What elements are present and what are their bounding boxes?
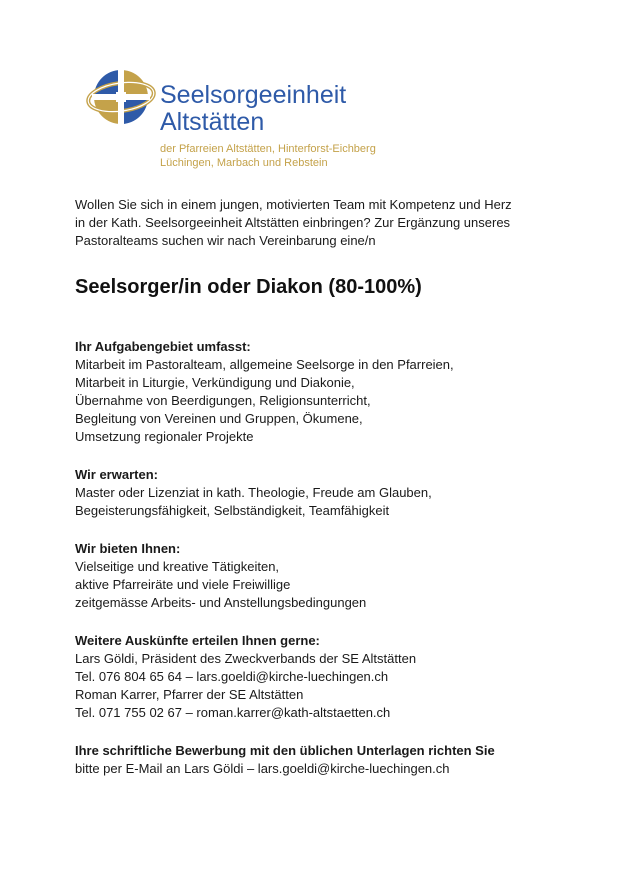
section-line: Übernahme von Beerdigungen, Religionsunterricht, xyxy=(75,393,371,408)
section-line: Begleitung von Vereinen und Gruppen, Ökumene, xyxy=(75,411,363,426)
logo-subtitle-line2: Lüchingen, Marbach und Rebstein xyxy=(160,157,328,169)
section-line: Master oder Lizenziat in kath. Theologie, Freude am Glauben, xyxy=(75,485,432,500)
logo-title-line2: Altstätten xyxy=(160,108,265,136)
organization-logo xyxy=(86,56,406,176)
section-heading: Wir bieten Ihnen: xyxy=(75,541,181,556)
contact-phone-email: Tel. 071 755 02 67 – roman.karrer@kath-altstaetten.ch xyxy=(75,705,391,720)
globe-logo-icon xyxy=(86,64,156,130)
logo-subtitle-line1: der Pfarreien Altstätten, Hinterforst-Eichberg xyxy=(160,143,376,155)
contact-phone-email: Tel. 076 804 65 64 – lars.goeldi@kirche-luechingen.ch xyxy=(75,669,389,684)
logo-subtitle xyxy=(160,142,376,170)
job-title: Seelsorger/in oder Diakon (80-100%) xyxy=(75,276,422,298)
section-line: Mitarbeit im Pastoralteam, allgemeine Seelsorge in den Pfarreien, xyxy=(75,357,454,372)
intro-line: Pastoralteams suchen wir nach Vereinbarung eine/n xyxy=(75,233,376,248)
intro-line: in der Kath. Seelsorgeeinheit Altstätten einbringen? Zur Ergänzung unseres xyxy=(75,215,511,230)
section-heading: Ihr Aufgabengebiet umfasst: xyxy=(75,339,251,354)
logo-title-line1: Seelsorgeeinheit xyxy=(160,81,347,109)
section-line: Umsetzung regionaler Projekte xyxy=(75,429,254,444)
section-line: aktive Pfarreiräte und viele Freiwillige xyxy=(75,577,291,592)
section-offer xyxy=(75,540,555,612)
application-line: bitte per E-Mail an Lars Göldi – lars.goeldi@kirche-luechingen.ch xyxy=(75,761,450,776)
section-line: Vielseitige und kreative Tätigkeiten, xyxy=(75,559,280,574)
section-contact xyxy=(75,632,555,722)
section-line: Mitarbeit in Liturgie, Verkündigung und Diakonie, xyxy=(75,375,355,390)
contact-line: Lars Göldi, Präsident des Zweckverbands der SE Altstätten xyxy=(75,651,417,666)
section-requirements xyxy=(75,466,555,520)
intro-line: Wollen Sie sich in einem jungen, motivierten Team mit Kompetenz und Herz xyxy=(75,197,512,212)
section-application xyxy=(75,742,555,778)
posting-content xyxy=(75,196,555,778)
section-line: zeitgemässe Arbeits- und Anstellungsbedingungen xyxy=(75,595,367,610)
contact-line: Roman Karrer, Pfarrer der SE Altstätten xyxy=(75,687,304,702)
section-line: Begeisterungsfähigkeit, Selbständigkeit, Teamfähigkeit xyxy=(75,503,390,518)
intro-paragraph xyxy=(75,196,555,250)
section-heading: Wir erwarten: xyxy=(75,467,158,482)
section-heading: Weitere Auskünfte erteilen Ihnen gerne: xyxy=(75,633,320,648)
section-tasks xyxy=(75,338,555,446)
logo-title xyxy=(160,82,346,136)
application-heading: Ihre schriftliche Bewerbung mit den üblichen Unterlagen richten Sie xyxy=(75,743,495,758)
